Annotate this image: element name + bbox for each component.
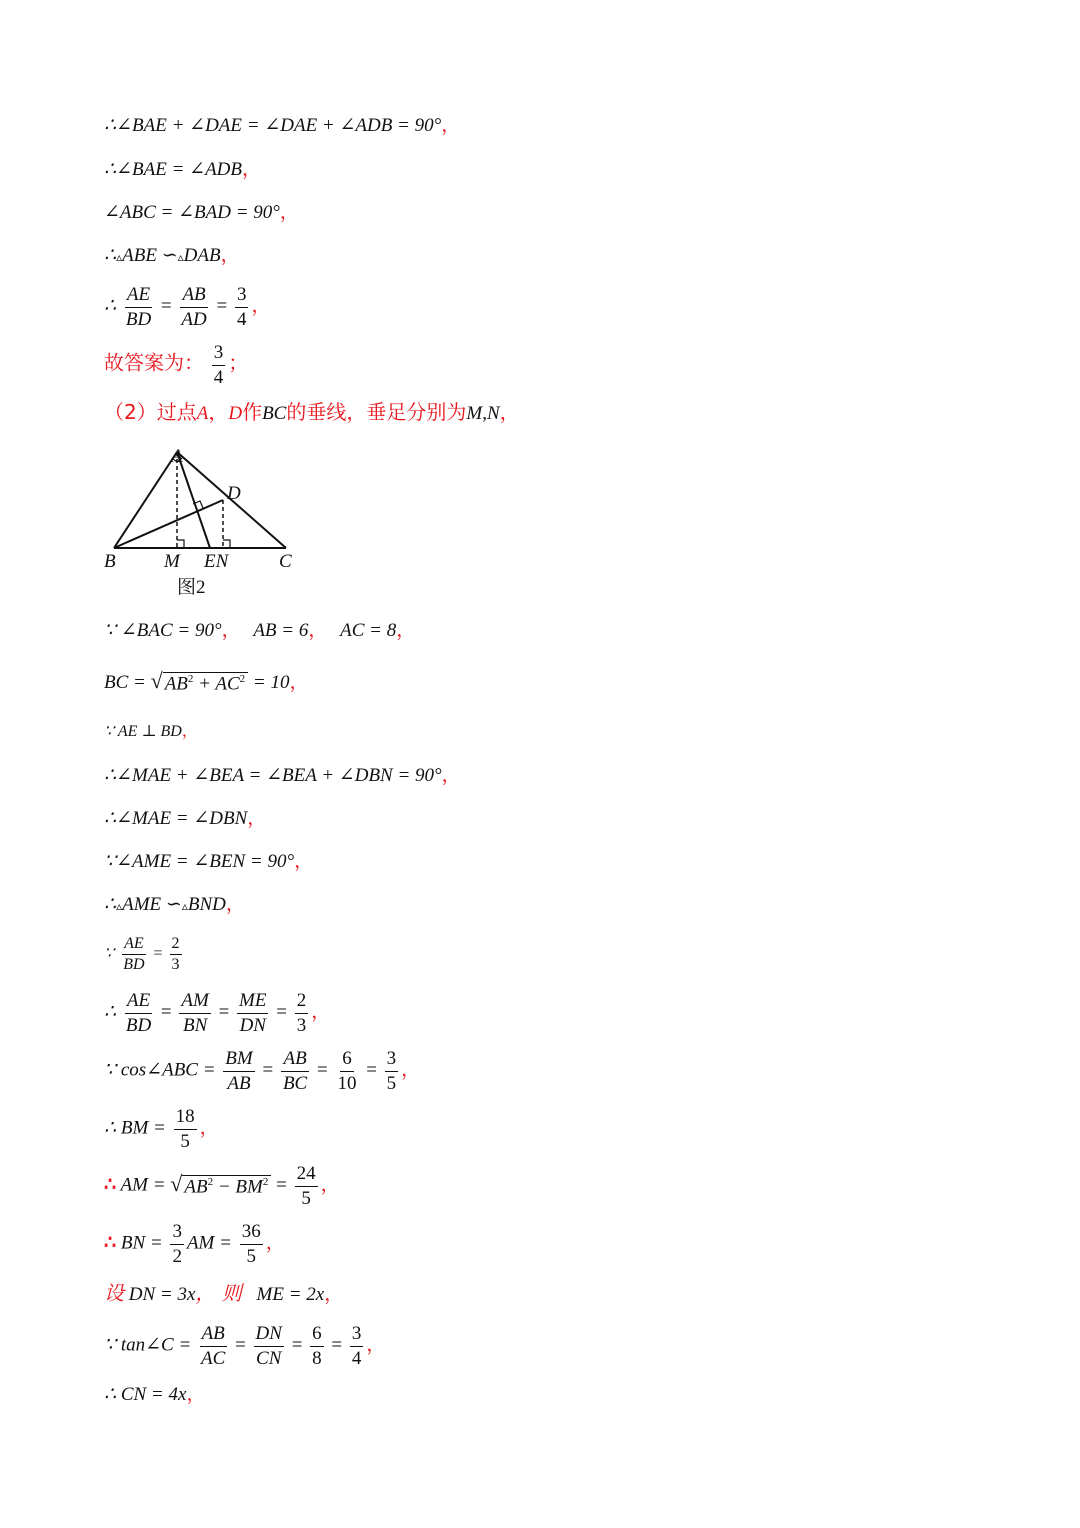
text: ∴ <box>104 295 117 317</box>
punct: ， <box>289 672 309 693</box>
fraction: $\frac{3}{5}$ <box>386 1048 397 1094</box>
sqrt: √ $AB^2 + AC^2$ <box>151 670 249 693</box>
step-cosine <box>104 1047 420 1096</box>
eq: = <box>235 1334 246 1356</box>
part2-heading <box>104 402 520 423</box>
label-a: A <box>171 446 183 467</box>
punct: ， <box>441 765 461 786</box>
triangle-icon: ▵ <box>181 899 188 913</box>
punct: ， <box>320 1174 340 1196</box>
text: ∴ <box>104 894 117 915</box>
fraction: $\frac{DN}{CN}$ <box>255 1323 282 1369</box>
fraction: $\frac{3}{2}$ <box>172 1221 182 1267</box>
punct: ， <box>242 159 262 180</box>
text: A <box>196 403 209 424</box>
fraction: $\frac{AE}{BD}$ <box>123 935 145 973</box>
text: ∴ CN = 4x <box>104 1384 187 1405</box>
eq: = <box>216 295 228 317</box>
text: AM = <box>186 1232 232 1254</box>
step-angle-equal <box>104 160 261 179</box>
fraction: $\frac{24}{5}$ <box>296 1163 316 1209</box>
punct: ， <box>366 1334 386 1356</box>
text: ∵ ∠BAC = 90° <box>104 620 222 641</box>
text: ∴∠BAE = ∠ADB <box>104 159 243 180</box>
text: 的垂线，垂足分别为 <box>286 400 467 424</box>
text: ∵ <box>104 945 115 963</box>
eq: = <box>160 295 172 317</box>
triangle-icon: ▵ <box>116 899 123 913</box>
punct: ， <box>396 620 416 641</box>
punct: ， <box>220 245 240 266</box>
figure-dashed <box>177 452 223 548</box>
fraction: $\frac{18}{5}$ <box>175 1106 195 1152</box>
punct: ； <box>228 350 249 375</box>
step-bm <box>104 1105 219 1154</box>
fraction: $\frac{2}{3}$ <box>296 990 307 1036</box>
step-perpendicular <box>104 724 198 740</box>
punct: ， <box>279 202 299 223</box>
step-angle-equal-2 <box>104 809 266 828</box>
punct: ， <box>225 894 245 915</box>
text: ∠ABC = ∠BAD = 90° <box>104 202 280 223</box>
text: ， <box>208 400 229 424</box>
step-am <box>104 1162 340 1211</box>
punct: ， <box>251 295 271 317</box>
eq: = <box>276 1001 287 1023</box>
label-en: EN <box>204 551 229 572</box>
text: ， 则 <box>195 1281 242 1305</box>
answer-label: 故答案为： <box>104 350 204 375</box>
therefore: ∴ <box>104 1174 117 1196</box>
text: ABE ∽ <box>122 245 178 266</box>
punct: ， <box>401 1059 421 1081</box>
step-right-angles-2 <box>104 852 313 871</box>
step-bc-length <box>104 670 309 693</box>
right-angle-n <box>223 540 230 548</box>
text: ∴∠BAE + ∠DAE = ∠DAE + ∠ADB = 90° <box>104 115 442 136</box>
label-c: C <box>279 551 292 572</box>
fraction: $\frac{3}{4}$ <box>213 342 224 388</box>
punct: ， <box>308 620 328 641</box>
punct: ， <box>311 1001 331 1023</box>
fraction: $\frac{AB}{BC}$ <box>282 1048 308 1094</box>
step-ratio-1 <box>104 283 270 332</box>
punct: ， <box>294 851 314 872</box>
step-right-angles <box>104 203 299 222</box>
fraction: $\frac{36}{5}$ <box>241 1221 261 1267</box>
fraction: $\frac{ME}{DN}$ <box>239 990 267 1036</box>
punct: ， <box>247 808 267 829</box>
fraction: $\frac{AB}{AD}$ <box>181 284 207 330</box>
text: ∴ <box>104 1001 117 1023</box>
step-angle-sum-2 <box>104 766 461 785</box>
text: ， <box>499 400 520 424</box>
punct: ， <box>324 1284 344 1305</box>
step-tangent <box>104 1322 385 1371</box>
step-similar-triangles-2 <box>104 895 245 914</box>
punct: ， <box>199 1117 219 1139</box>
step-angle-sum <box>104 116 460 135</box>
text: BN = <box>120 1232 163 1254</box>
step-bn <box>104 1220 285 1269</box>
step-cn <box>104 1385 205 1404</box>
text: = 10 <box>248 672 290 693</box>
eq: = <box>366 1059 377 1081</box>
fraction: $\frac{6}{10}$ <box>337 1048 357 1094</box>
fraction: $\frac{BM}{AB}$ <box>225 1048 253 1094</box>
step-ratio-given <box>104 934 185 975</box>
eq: = <box>276 1174 287 1196</box>
eq: = <box>153 945 163 963</box>
text: ∴ <box>104 245 117 266</box>
punct: ， <box>441 115 461 136</box>
eq: = <box>316 1059 328 1081</box>
eq: = <box>291 1334 303 1356</box>
text: ∴ BM = <box>104 1117 166 1139</box>
punct: ， <box>181 723 198 740</box>
triangle-icon: ▵ <box>177 250 184 264</box>
text: ∵ tan∠C = <box>104 1334 192 1356</box>
sqrt: √ $AB^2 - BM^2$ <box>170 1173 271 1196</box>
eq: = <box>218 1001 230 1023</box>
text: ∴∠MAE + ∠BEA = ∠BEA + ∠DBN = 90° <box>104 765 442 786</box>
text: DAB <box>183 245 221 266</box>
text: ∵ cos∠ABC = <box>104 1059 216 1081</box>
text: AB = 6 <box>253 620 309 641</box>
eq: = <box>160 1001 172 1023</box>
answer-line <box>104 341 248 390</box>
label-m: M <box>164 551 180 572</box>
label-b: B <box>104 551 116 572</box>
figure-lines <box>114 452 286 548</box>
triangle-figure <box>100 440 310 600</box>
text: DN = 3x <box>128 1284 196 1305</box>
text: ∵∠AME = ∠BEN = 90° <box>104 851 295 872</box>
text: BC <box>262 403 287 424</box>
text: AC = 8 <box>340 620 397 641</box>
fraction: $\frac{3}{4}$ <box>236 284 247 330</box>
right-angle-m <box>177 540 184 548</box>
text: BND <box>187 894 226 915</box>
text: , <box>482 403 487 424</box>
figure-caption: 图2 <box>177 577 206 598</box>
eq: = <box>262 1059 274 1081</box>
fraction: $\frac{6}{8}$ <box>312 1323 322 1369</box>
punct: ， <box>265 1232 285 1254</box>
right-angle-marks <box>172 458 230 548</box>
text: AME ∽ <box>122 894 182 915</box>
text: N <box>486 403 500 424</box>
text: M <box>466 403 483 424</box>
fraction: $\frac{AB}{AC}$ <box>201 1323 226 1369</box>
step-given <box>104 621 415 640</box>
fraction: $\frac{AE}{BD}$ <box>125 990 152 1036</box>
eq: = <box>331 1334 343 1356</box>
triangle-icon: ▵ <box>116 250 123 264</box>
text: （2）过点 <box>104 400 197 424</box>
step-ratio-2 <box>104 989 330 1038</box>
fraction: $\frac{3}{4}$ <box>351 1323 362 1369</box>
fraction: $\frac{2}{3}$ <box>171 935 180 973</box>
text: ∴∠MAE = ∠DBN <box>104 808 248 829</box>
step-let <box>104 1283 343 1304</box>
text: ME = 2x <box>256 1284 325 1305</box>
therefore: ∴ <box>104 1232 117 1254</box>
text: BC = <box>104 672 146 693</box>
label-d: D <box>227 483 241 504</box>
text: D <box>228 403 243 424</box>
text: ∵ AE ⊥ BD <box>104 723 182 740</box>
punct: ， <box>186 1384 206 1405</box>
text: 作 <box>242 400 263 424</box>
fraction: $\frac{AE}{BD}$ <box>125 284 152 330</box>
fraction: $\frac{AM}{BN}$ <box>181 990 209 1036</box>
punct: ， <box>221 620 241 641</box>
text: AM = <box>120 1174 166 1196</box>
text: 设 <box>104 1281 124 1305</box>
step-similar-triangles-1 <box>104 246 240 265</box>
